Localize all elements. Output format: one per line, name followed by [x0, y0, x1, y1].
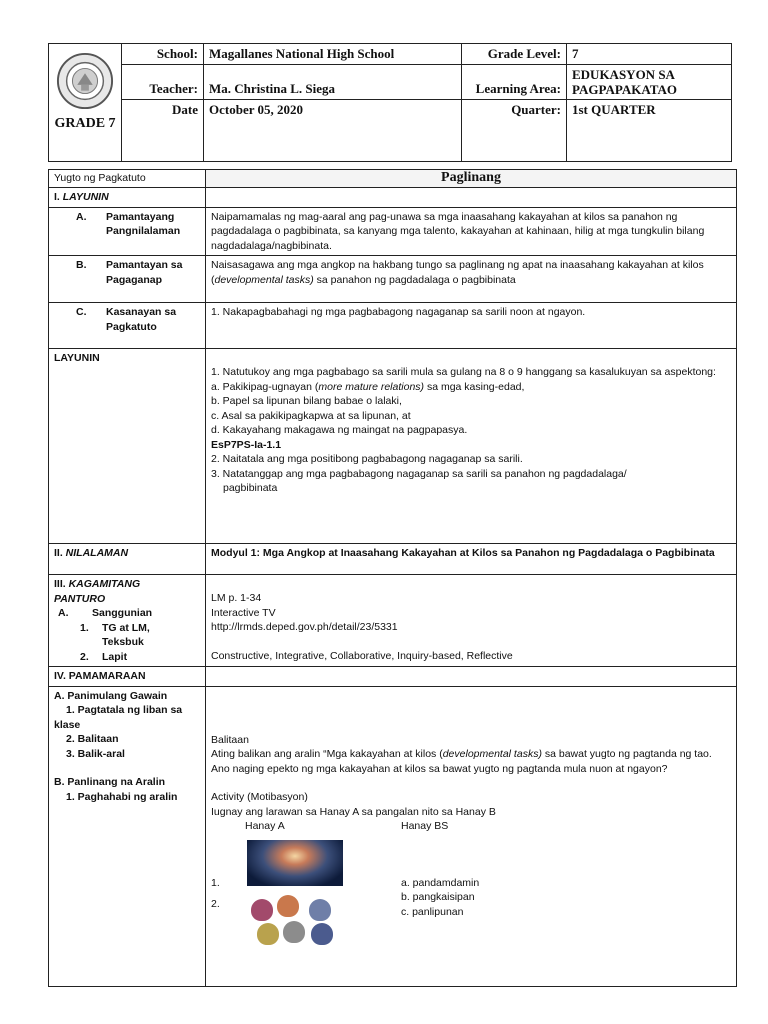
objective-d: d. Kakayahang makagawa ng maingat na pagpapasya. — [211, 424, 468, 436]
school-label: School: — [122, 44, 204, 65]
learning-area-value — [567, 65, 732, 100]
header-table — [48, 43, 732, 162]
learning-area-line-2: PAGPAPAKATAO — [572, 82, 677, 97]
option-c: c. panlipunan — [401, 905, 464, 918]
masks-image — [247, 895, 339, 947]
resource-link: http://lrmds.deped.gov.ph/detail/23/5331 — [211, 621, 398, 633]
pamamaraan-label: IV. PAMAMARAAN — [49, 667, 206, 687]
resource-approach: Constructive, Integrative, Collaborative, Inquiry-based, Reflective — [211, 649, 513, 662]
teacher-label: Teacher: — [122, 65, 204, 100]
learning-area-label: Learning Area: — [462, 65, 567, 100]
nilalaman-label — [49, 544, 206, 575]
row-c-letter: C. — [76, 306, 87, 318]
step-a2: 2. Balitaan — [66, 733, 119, 745]
kag-1-num: 1. — [80, 621, 89, 634]
quarter-value: 1st QUARTER — [567, 100, 732, 162]
empty-cell — [206, 188, 737, 208]
row-b-letter: B. — [76, 259, 87, 271]
resources-content — [206, 575, 737, 667]
kagamitan-num: III. — [54, 578, 69, 590]
step-a1: 1. Pagtatala ng liban sa — [66, 704, 183, 716]
date-value: October 05, 2020 — [204, 100, 462, 162]
pamamaraan-steps — [49, 686, 206, 986]
option-b: b. pangkaisipan — [401, 891, 475, 903]
row-b-label — [49, 256, 206, 303]
row-a-letter: A. — [76, 210, 87, 223]
resource-lm: LM p. 1-34 — [211, 592, 262, 604]
hanay-a-header: Hanay A — [245, 820, 285, 832]
row-b-title: Pamantayan sa Pagaganap — [106, 259, 183, 286]
row-a-title: Pamantayang Pangnilalaman — [106, 210, 181, 237]
row-c-title: Kasanayan sa Pagkatuto — [106, 306, 177, 333]
objective-3-cont: pagbibinata — [223, 482, 278, 494]
balitaan-title: Balitaan — [211, 733, 249, 746]
layunin-label: LAYUNIN — [49, 349, 206, 544]
section-layunin: I. LAYUNIN — [49, 188, 206, 208]
hanay-headers — [211, 819, 731, 834]
objective-1: 1. Natutukoy ang mga pagbabago sa sarili mula sa gulang na 8 o 9 hanggang sa kasalukuyan sa aspektong: — [211, 366, 716, 378]
teacher-value: Ma. Christina L. Siega — [204, 65, 462, 100]
objective-2: 2. Naitatala ang mga positibong pagbabagong nagaganap sa sarili. — [211, 453, 523, 465]
objective-a-italic: more mature relations) — [318, 380, 425, 393]
lesson-table — [48, 169, 737, 987]
nilalaman-num: II. — [54, 547, 66, 559]
school-value: Magallanes National High School — [204, 44, 462, 65]
balitaan-text-1: Ating balikan ang aralin “Mga kakayahan at kilos ( — [211, 748, 443, 760]
sanggunian-letter: A. — [58, 607, 69, 619]
sanggunian-label: Sanggunian — [92, 607, 153, 619]
activity-title: Activity (Motibasyon) — [211, 791, 308, 803]
date-label: Date — [122, 100, 204, 162]
activity-instruction: Iugnay ang larawan sa Hanay A sa pangalan nito sa Hanay B — [211, 805, 496, 818]
kag-1-text: TG at LM, — [102, 621, 150, 634]
row-a-label — [49, 207, 206, 256]
layunin-content — [206, 349, 737, 544]
balitaan-text-2: sa bawat yugto ng pagtanda ng tao. Ano naging epekto ng mga kakayahan at kilos sa bawat yugto ng pagtanda mula nuon at ngayon? — [211, 748, 712, 775]
nilalaman-italic: NILALAMAN — [65, 547, 129, 559]
step-a3: 3. Balik-aral — [66, 747, 125, 760]
kag-1-text-b: Teksbuk — [102, 636, 144, 648]
learning-area-line-1: EDUKASYON SA — [572, 67, 675, 82]
objective-b: b. Papel sa lipunan bilang babae o lalaki, — [211, 395, 402, 407]
kagamitan-heading — [54, 577, 200, 592]
step-a: A. Panimulang Gawain — [54, 689, 168, 702]
logo-cell — [49, 44, 122, 162]
row-c-label — [49, 303, 206, 349]
step-b1: 1. Paghahabi ng aralin — [66, 790, 178, 803]
row-b-text-italic: developmental tasks) — [214, 273, 314, 286]
hanay-b-header: Hanay BS — [401, 820, 449, 832]
kagamitan-italic-2: PANTURO — [54, 592, 106, 605]
quarter-label: Quarter: — [462, 100, 567, 162]
match-num-2: 2. — [211, 898, 220, 910]
col-head-yugto: Yugto ng Pagkatuto — [49, 170, 206, 188]
brain-image — [247, 840, 343, 886]
balitaan-italic: developmental tasks) — [442, 748, 542, 760]
options-list — [343, 840, 479, 920]
kag-2-text: Lapit — [102, 650, 128, 663]
row-b-text — [206, 256, 737, 303]
objective-a-2: sa mga kasing-edad, — [424, 380, 525, 393]
row-a-text: Naipamamalas ng mag-aaral ang pag-unawa sa mga inaasahang kakayahan at kilos sa panahon ng pagdadalaga o pagbibinata, sa kanyang mga talento, kakayahan at kahinaan, hilig at mga tungkulin bilang nagdadalaga/nagbibinata. — [206, 207, 737, 256]
resource-tv: Interactive TV — [211, 606, 276, 619]
competency-code: EsP7PS-Ia-1.1 — [211, 438, 282, 451]
kagamitan-italic-1: KAGAMITANG — [68, 578, 141, 590]
col-head-paglinang: Paglinang — [206, 170, 737, 188]
match-num-1: 1. — [211, 876, 220, 889]
step-b: B. Panlinang na Aralin — [54, 776, 166, 788]
row-b-text-2: sa panahon ng pagdadalaga o pagbibinata — [313, 273, 516, 286]
row-b-text-1: Naisasagawa ang mga angkop na hakbang tungo sa paglinang ng apat na inaasahang kakayahan at kilos ( — [211, 259, 704, 286]
balitaan-text — [211, 747, 731, 776]
option-a: a. pandamdamin — [401, 876, 480, 889]
deped-seal-icon — [56, 52, 114, 110]
grade-label: GRADE 7 — [54, 116, 116, 131]
layunin-italic: LAYUNIN — [62, 191, 109, 203]
kagamitan-heading-2 — [54, 592, 200, 607]
row-c-text: 1. Nakapagbabahagi ng mga pagbabagong nagaganap sa sarili noon at ngayon. — [206, 303, 737, 349]
grade-level-value: 7 — [567, 44, 732, 65]
step-a1-cont: klase — [54, 718, 81, 731]
kagamitan-label — [49, 575, 206, 667]
kag-2-num: 2. — [80, 650, 89, 663]
objective-3: 3. Natatanggap ang mga pagbabagong nagaganap sa sarili sa panahon ng pagdadalaga/ — [211, 467, 627, 480]
objective-a-1: a. Pakikipag-ugnayan ( — [211, 380, 319, 393]
activity-content — [206, 686, 737, 986]
objective-c: c. Asal sa pakikipagkapwa at sa lipunan, at — [211, 409, 411, 422]
nilalaman-text: Modyul 1: Mga Angkop at Inaasahang Kakayahan at Kilos sa Panahon ng Pagdadalaga o Pagbibinata — [206, 544, 737, 575]
grade-level-label: Grade Level: — [462, 44, 567, 65]
objective-a — [211, 380, 731, 395]
empty-cell — [206, 667, 737, 687]
